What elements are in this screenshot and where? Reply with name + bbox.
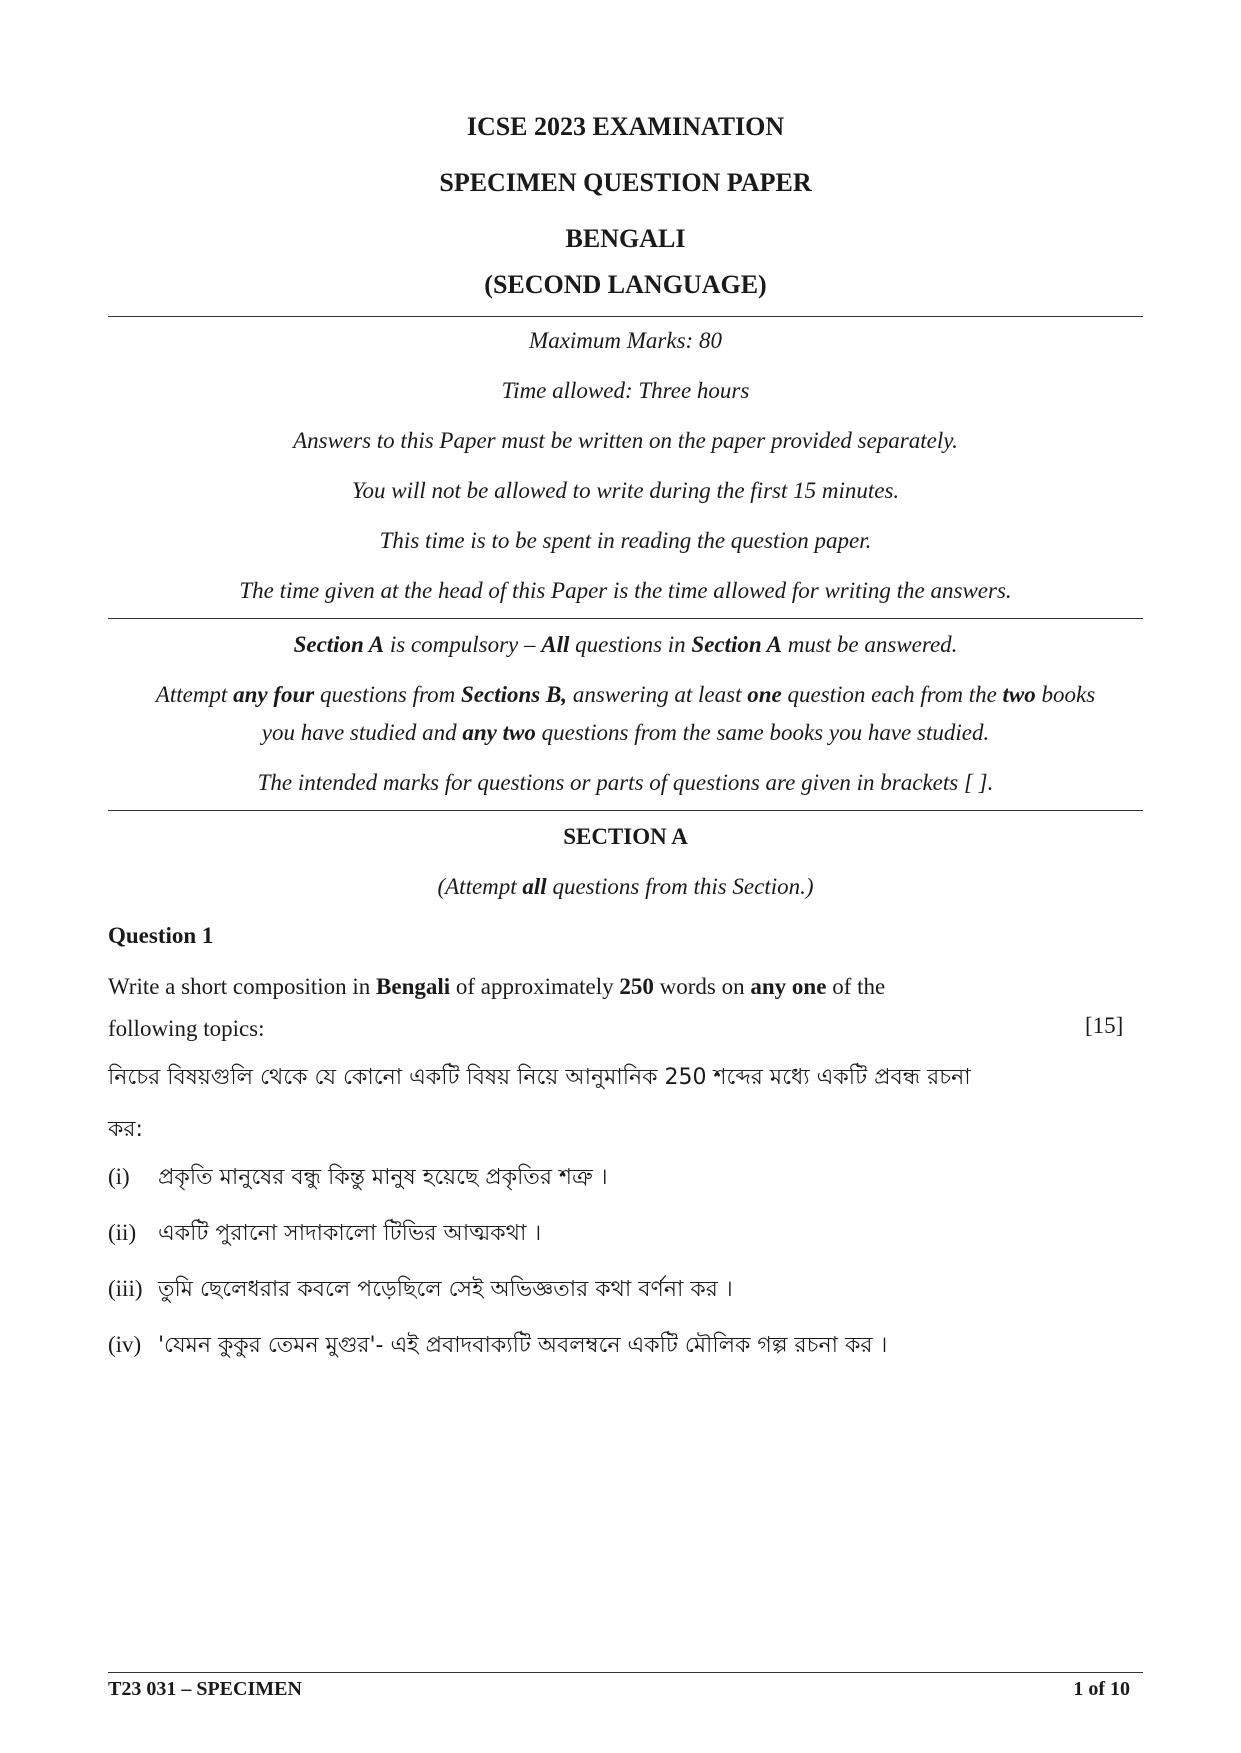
- topic-number: (ii): [108, 1220, 137, 1245]
- topic-text: প্রকৃতি মানুষের বন্ধু কিন্তু মানুষ হয়েছে প্রকৃতির শত্রু ।: [158, 1165, 608, 1190]
- paper-code: T23 031 – SPECIMEN: [108, 1678, 302, 1700]
- question-1-line-2: following topics:: [108, 1016, 265, 1041]
- instruction-line-1: Answers to this Paper must be written on the paper provided separately.: [293, 428, 958, 453]
- bold-text: all: [522, 874, 547, 899]
- exam-title: ICSE 2023 EXAMINATION: [466, 112, 785, 141]
- topic-item: [108, 1216, 541, 1253]
- topic-text: তুমি ছেলেধরার কবলে পড়েছিলে সেই অভিজ্ঞতার কথা বর্ণনা কর ।: [158, 1277, 733, 1302]
- question-1-bengali-instruction: [108, 1052, 1028, 1156]
- bold-text: Section A: [691, 632, 782, 657]
- bold-text: Section A: [293, 632, 385, 657]
- instruction-line-3: This time is to be spent in reading the question paper.: [379, 528, 872, 553]
- divider-3: [108, 810, 1143, 811]
- topic-text: 'যেমন কুকুর তেমন মুগুর'- এই প্রবাদবাক্যটি অবলম্বনে একটি মৌলিক গল্প রচনা কর ।: [158, 1333, 888, 1358]
- rule-line-2: Attempt any four questions from Sections B, answering at least one question each from the two books: [155, 682, 1096, 707]
- rule-line-4: The intended marks for questions or parts of questions are given in brackets [ ].: [257, 770, 994, 795]
- divider-1: [108, 316, 1143, 317]
- topic-item: [108, 1160, 608, 1197]
- bold-text: any one: [750, 974, 827, 999]
- question-1-marks: [15]: [1085, 1013, 1124, 1038]
- instruction-line-2: You will not be allowed to write during the first 15 minutes.: [351, 478, 900, 503]
- topic-item: [108, 1328, 887, 1365]
- bold-text: two: [1002, 682, 1036, 707]
- section-a-title: SECTION A: [563, 824, 688, 849]
- question-1-line-1: Write a short composition in Bengali of approximately 250 words on any one of the: [108, 974, 886, 999]
- paper-type: SPECIMEN QUESTION PAPER: [439, 168, 812, 197]
- time-allowed: Time allowed: Three hours: [501, 378, 750, 403]
- footer-divider: [108, 1672, 1143, 1673]
- subject-level: (SECOND LANGUAGE): [484, 270, 767, 299]
- bengali-line-2: কর:: [108, 1117, 143, 1142]
- instruction-line-4: The time given at the head of this Paper is the time allowed for writing the answers.: [239, 578, 1012, 603]
- bold-text: All: [541, 632, 570, 657]
- bold-text: 250: [619, 974, 654, 999]
- bold-text: Bengali: [376, 974, 451, 999]
- topic-number: (i): [108, 1164, 130, 1189]
- rule-line-3: you have studied and any two questions from the same books you have studied.: [261, 720, 990, 745]
- divider-2: [108, 618, 1143, 619]
- max-marks: Maximum Marks: 80: [529, 328, 722, 353]
- question-1-text: [108, 966, 1028, 1050]
- bengali-line-1: নিচের বিষয়গুলি থেকে যে কোনো একটি বিষয় নিয়ে আনুমানিক 250 শব্দের মধ্যে একটি প্রবন্ধ রচনা: [108, 1065, 971, 1090]
- topic-number: (iii): [108, 1276, 143, 1301]
- rule-line-1: Section A is compulsory – All questions in Section A must be answered.: [293, 632, 958, 657]
- topic-item: [108, 1272, 733, 1309]
- bold-text: Sections B,: [460, 682, 568, 707]
- section-a-subtitle: (Attempt all questions from this Section.): [437, 874, 814, 899]
- topic-text: একটি পুরানো সাদাকালো টিভির আত্মকথা ।: [158, 1221, 542, 1246]
- subject-title: BENGALI: [565, 224, 686, 253]
- page-number: 1 of 10: [1073, 1678, 1130, 1700]
- bold-text: any two: [462, 720, 536, 745]
- bold-text: any four: [233, 682, 315, 707]
- question-1-label: Question 1: [108, 923, 214, 948]
- bold-text: one: [747, 682, 782, 707]
- topic-number: (iv): [108, 1332, 142, 1357]
